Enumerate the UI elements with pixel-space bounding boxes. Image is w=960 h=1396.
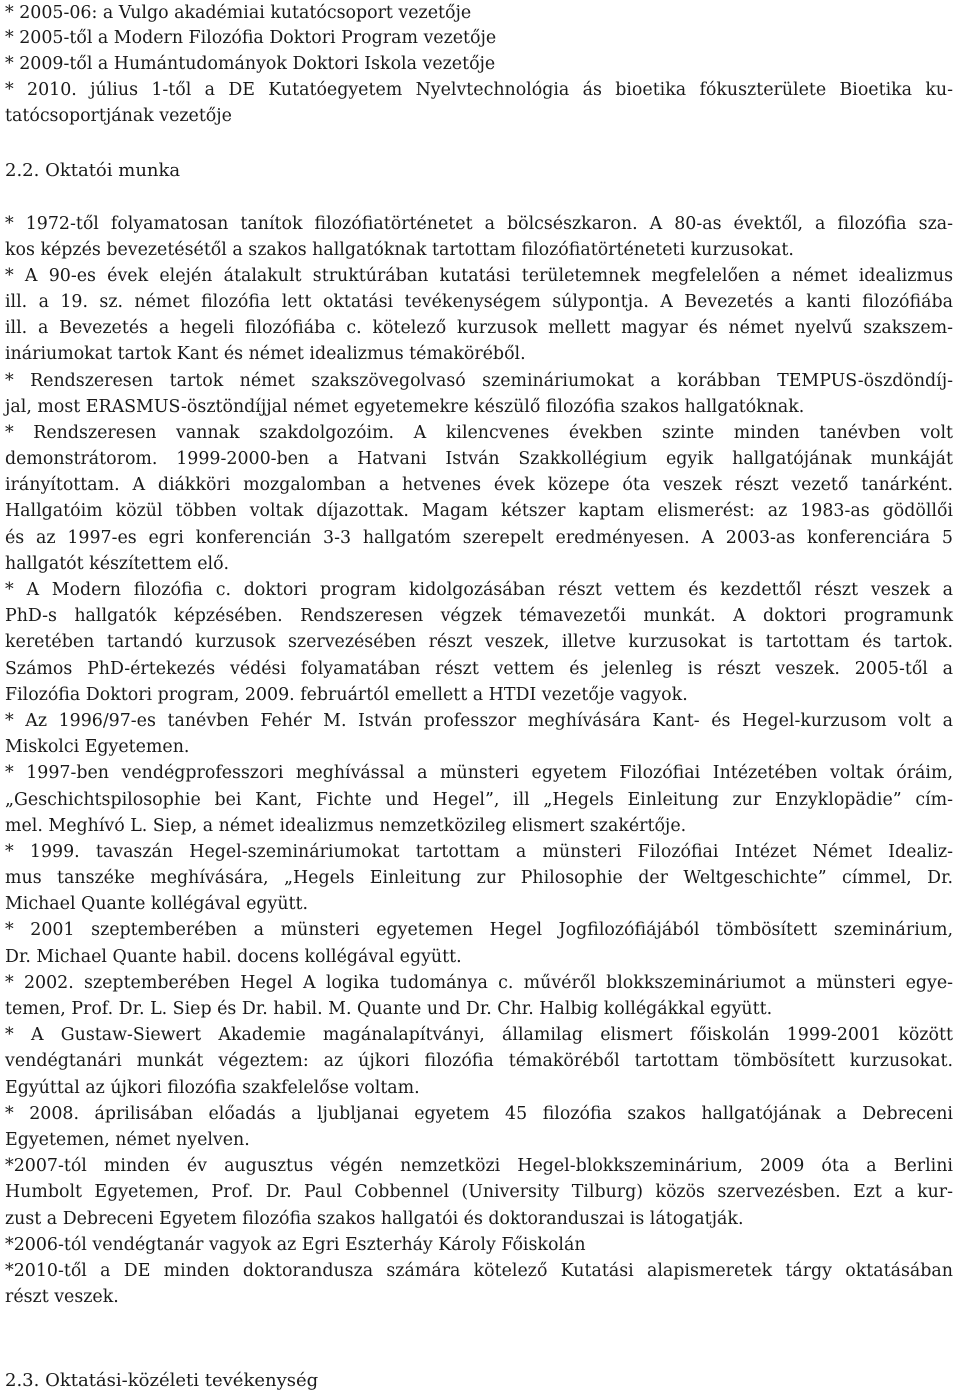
text-line: ináriumokat tartok Kant és német idealizmus témaköréből. [5, 344, 526, 364]
text-line: *2007-tól minden év augusztus végén nemzetközi Hegel-blokkszeminárium, 2009 óta a Berlini [5, 1156, 953, 1176]
text-line: vendégtanári munkát végeztem: az újkori filozófia témaköréből tartottam tömbösített kurzusokat. [5, 1051, 953, 1071]
text-line: „Geschichtspilosophie bei Kant, Fichte und Hegel”, ill „Hegels Einleitung zur Enzyklopädie” cím- [5, 790, 953, 810]
text-line: demonstrátorom. 1999-2000-ben a Hatvani István Szakkollégium egyik hallgatójának munkáját [5, 449, 953, 469]
section-heading-2-2: 2.2. Oktatói munka [5, 160, 181, 181]
text-line: Számos PhD-értekezés védési folyamatában részt vettem és jelenleg is részt veszek. 2005-től a [5, 659, 953, 679]
text-line: hallgatót készítettem elő. [5, 554, 230, 574]
text-line: Humbolt Egyetemen, Prof. Dr. Paul Cobbennel (University Tilburg) közös szervezésben. Ezt a kur- [5, 1182, 953, 1202]
text-line: * 2005-06: a Vulgo akadémiai kutatócsoport vezetője [5, 3, 472, 23]
text-line: * Az 1996/97-es tanévben Fehér M. István professzor meghívására Kant- és Hegel-kurzusom volt a [5, 711, 953, 731]
text-line: irányítottam. A diákköri mozgalomban a hetvenes évek közepe óta veszek részt vezető tanárként. [5, 475, 953, 495]
text-line: Michael Quante kollégával együtt. [5, 894, 309, 914]
text-line: mel. Meghívó L. Siep, a német idealizmus nemzetközileg elismert szakértője. [5, 816, 687, 836]
text-line: Egyúttal az újkori filozófia szakfelelőse voltam. [5, 1078, 420, 1098]
text-line: kos képzés bevezetésétől a szakos hallgatóknak tartottam filozófiatörténeteti kurzusokat. [5, 240, 794, 260]
text-line: * 2005-től a Modern Filozófia Doktori Program vezetője [5, 28, 497, 48]
text-line: zust a Debreceni Egyetem filozófia szakos hallgatói és doktoranduszai is látogatják. [5, 1209, 744, 1229]
text-line: * 1999. tavaszán Hegel-szemináriumokat tartottam a münsteri Filozófiai Intézet Német Idealiz- [5, 842, 953, 862]
text-line: jal, most ERASMUS-ösztöndíjjal német egyetemekre készülő filozófia szakos hallgatóknak. [5, 397, 805, 417]
text-line: temen, Prof. Dr. L. Siep és Dr. habil. M. Quante und Dr. Chr. Halbig kollégákkal együtt. [5, 999, 773, 1019]
text-line: *2010-től a DE minden doktorandusza számára kötelező Kutatási alapismeretek tárgy oktatásában [5, 1261, 953, 1281]
text-line: * 2001 szeptemberében a münsteri egyetemen Hegel Jogfilozófiájából tömbösített szeminárium, [5, 920, 953, 940]
text-line: Miskolci Egyetemen. [5, 737, 190, 757]
text-line: *2006-tól vendégtanár vagyok az Egri Eszterháy Károly Főiskolán [5, 1235, 586, 1255]
text-line: tatócsoportjának vezetője [5, 106, 232, 126]
text-line: * 2002. szeptemberében Hegel A logika tudománya c. művéről blokkszemináriumot a münsteri egye- [5, 973, 953, 993]
text-line: PhD-s hallgatók képzésében. Rendszeresen végzek témavezetői munkát. A doktori programunk [5, 606, 953, 626]
text-line: Dr. Michael Quante habil. docens kollégával együtt. [5, 947, 462, 967]
text-line: Hallgatóim közül többen voltak díjazottak. Magam kétszer kaptam elismerést: az 1983-as gödöllői [5, 501, 953, 521]
section-heading-2-3: 2.3. Oktatási-közéleti tevékenység [5, 1370, 319, 1391]
text-line: mus tanszéke meghívására, „Hegels Einleitung zur Philosophie der Weltgeschichte” címmel, Dr. [5, 868, 953, 888]
text-line: * 1972-től folyamatosan tanítok filozófiatörténetet a bölcsészkaron. A 80-as évektől, a filozófia sza- [5, 214, 953, 234]
text-line: * A 90-es évek elején átalakult struktúrában kutatási területemnek megfelelően a német idealizmus [5, 266, 953, 286]
text-line: * A Modern filozófia c. doktori program kidolgozásában részt vettem és kezdettől részt veszek a [5, 580, 953, 600]
text-line: * A Gustaw-Siewert Akademie magánalapítványi, államilag elismert főiskolán 1999-2001 között [5, 1025, 953, 1045]
text-line: és az 1997-es egri konferencián 3-3 hallgatóm szerepelt eredményesen. A 2003-as konferenciára 5 [5, 528, 953, 548]
text-line: * 2010. július 1-től a DE Kutatóegyetem Nyelvtechnológia ás bioetika fókuszterülete Bioetika ku- [5, 80, 953, 100]
text-line: * Rendszeresen tartok német szakszövegolvasó szemináriumokat a korábban TEMPUS-öszdöndíj- [5, 371, 953, 391]
text-line: * 1997-ben vendégprofesszori meghívással a münsteri egyetem Filozófiai Intézetében voltak óráim, [5, 763, 953, 783]
text-line: Egyetemen, német nyelven. [5, 1130, 250, 1150]
text-line: * Rendszeresen vannak szakdolgozóim. A kilencvenes években szinte minden tanévben volt [5, 423, 953, 443]
text-line: ill. a Bevezetés a hegeli filozófiába c. kötelező kurzusok mellett magyar és német nyelvű szakszem- [5, 318, 953, 338]
text-line: * 2009-től a Humántudományok Doktori Iskola vezetője [5, 54, 496, 74]
text-line: ill. a 19. sz. német filozófia lett oktatási tevékenységem súlypontja. A Bevezetés a kanti filozófiába [5, 292, 953, 312]
text-line: Filozófia Doktori program, 2009. februártól emellett a HTDI vezetője vagyok. [5, 685, 688, 705]
text-line: keretében tartandó kurzusok szervezésében részt veszek, illetve kurzusokat is tartottam és tartok. [5, 632, 953, 652]
text-line: részt veszek. [5, 1287, 119, 1307]
text-line: * 2008. áprilisában előadás a ljubljanai egyetem 45 filozófia szakos hallgatójának a Debreceni [5, 1104, 953, 1124]
